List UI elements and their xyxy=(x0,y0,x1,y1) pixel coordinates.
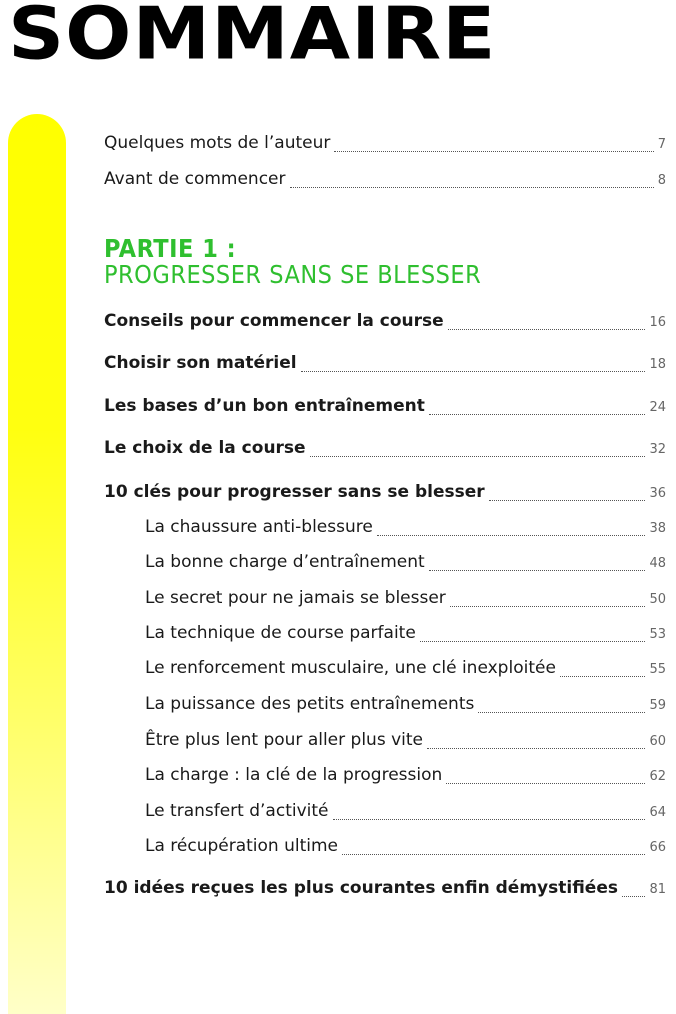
page-title: SOMMAIRE xyxy=(8,0,497,77)
part-label: PARTIE 1 : xyxy=(104,234,237,263)
dot-leader xyxy=(420,641,646,642)
toc-subentry-page: 64 xyxy=(649,805,666,820)
dot-leader xyxy=(377,535,646,536)
toc-entry-page: 7 xyxy=(657,137,666,152)
toc-chapter-title: Le choix de la course xyxy=(104,438,306,458)
dot-leader xyxy=(301,371,646,372)
toc-subentry-page: 48 xyxy=(649,556,666,571)
dot-leader xyxy=(333,819,646,820)
toc-chapter[interactable] xyxy=(104,438,666,464)
dot-leader xyxy=(310,456,646,457)
toc-subentry-page: 55 xyxy=(649,662,666,677)
yellow-side-bar xyxy=(8,114,66,1014)
dot-leader xyxy=(429,570,646,571)
toc-chapter[interactable] xyxy=(104,353,666,379)
toc-subentry-title: La récupération ultime xyxy=(145,836,339,856)
dot-leader xyxy=(427,748,645,749)
part-title: PROGRESSER SANS SE BLESSER xyxy=(104,260,482,289)
toc-chapter-page: 18 xyxy=(649,357,666,372)
toc-subentry[interactable] xyxy=(145,801,666,827)
toc-subentry[interactable] xyxy=(145,658,666,684)
toc-subentry[interactable] xyxy=(145,552,666,578)
dot-leader xyxy=(560,676,646,677)
dot-leader xyxy=(448,329,646,330)
toc-chapter-page: 81 xyxy=(649,882,666,897)
toc-chapter-page: 32 xyxy=(649,442,666,457)
toc-subentry-title: La technique de course parfaite xyxy=(145,623,416,643)
toc-subentry[interactable] xyxy=(145,730,666,756)
toc-subentry-title: Le renforcement musculaire, une clé inexploitée xyxy=(145,658,556,678)
dot-leader xyxy=(446,783,645,784)
dot-leader xyxy=(489,500,646,501)
toc-entry[interactable] xyxy=(104,169,666,195)
toc-chapter-page: 16 xyxy=(649,315,666,330)
toc-subentry[interactable] xyxy=(145,623,666,649)
toc-subentry-title: La puissance des petits entraînements xyxy=(145,694,475,714)
toc-chapter-page: 36 xyxy=(649,486,666,501)
dot-leader xyxy=(622,896,645,897)
toc-chapter-title: Les bases d’un bon entraînement xyxy=(104,396,425,416)
dot-leader xyxy=(450,606,646,607)
toc-subentry[interactable] xyxy=(145,517,666,543)
toc-subentry-title: Être plus lent pour aller plus vite xyxy=(145,730,423,750)
toc-subentry[interactable] xyxy=(145,836,666,862)
toc-subentry-page: 59 xyxy=(649,698,666,713)
toc-subentry-title: La charge : la clé de la progression xyxy=(145,765,443,785)
toc-subentry-page: 60 xyxy=(649,734,666,749)
toc-chapter-title: 10 idées reçues les plus courantes enfin démystifiées xyxy=(104,878,618,898)
toc-chapter[interactable] xyxy=(104,311,666,337)
toc-chapter[interactable] xyxy=(104,878,666,904)
toc-subentry-title: Le secret pour ne jamais se blesser xyxy=(145,588,446,608)
toc-subentry-title: Le transfert d’activité xyxy=(145,801,329,821)
toc-chapter-page: 24 xyxy=(649,400,666,415)
toc-entry-page: 8 xyxy=(657,173,666,188)
toc-subentry-title: La chaussure anti-blessure xyxy=(145,517,373,537)
toc-entry[interactable] xyxy=(104,133,666,159)
toc-subentry-page: 62 xyxy=(649,769,666,784)
toc-subentry[interactable] xyxy=(145,588,666,614)
toc-subentry-page: 66 xyxy=(649,840,666,855)
toc-subentry-page: 53 xyxy=(649,627,666,642)
dot-leader xyxy=(429,414,646,415)
dot-leader xyxy=(334,151,653,152)
toc-chapter-title: Choisir son matériel xyxy=(104,353,297,373)
toc-entry-title: Avant de commencer xyxy=(104,169,286,189)
toc-chapter-title: 10 clés pour progresser sans se blesser xyxy=(104,482,485,502)
toc-chapter[interactable] xyxy=(104,482,666,508)
toc-subentry-page: 50 xyxy=(649,592,666,607)
dot-leader xyxy=(478,712,645,713)
toc-subentry[interactable] xyxy=(145,694,666,720)
toc-subentry-title: La bonne charge d’entraînement xyxy=(145,552,425,572)
toc-subentry-page: 38 xyxy=(649,521,666,536)
toc-subentry[interactable] xyxy=(145,765,666,791)
toc-entry-title: Quelques mots de l’auteur xyxy=(104,133,331,153)
toc-chapter[interactable] xyxy=(104,396,666,422)
dot-leader xyxy=(290,187,654,188)
dot-leader xyxy=(342,854,645,855)
toc-chapter-title: Conseils pour commencer la course xyxy=(104,311,444,331)
